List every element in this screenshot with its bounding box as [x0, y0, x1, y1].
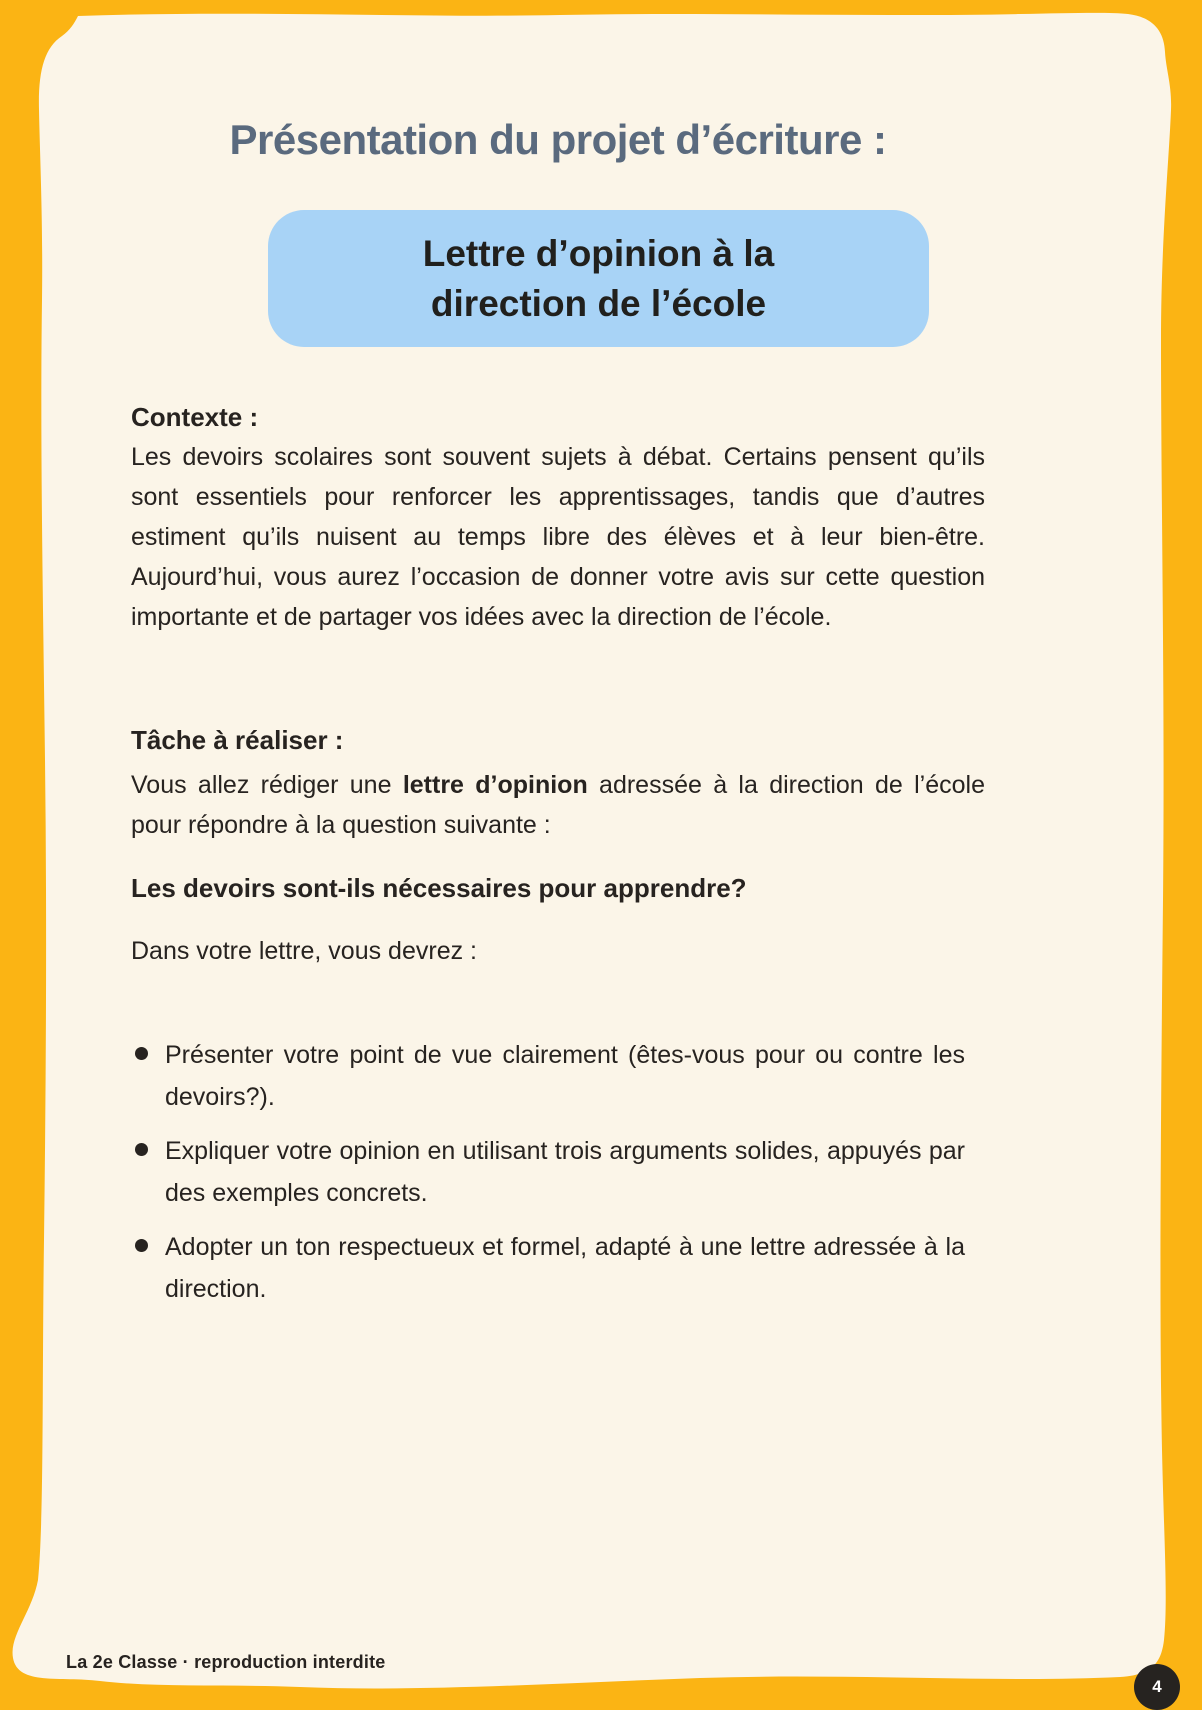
contexte-heading: Contexte :	[131, 402, 259, 432]
instruction-line: Dans votre lettre, vous devrez :	[131, 937, 477, 965]
bullet-icon	[135, 1239, 148, 1252]
list-item-text: Présenter votre point de vue clairement (êtes-vous pour ou contre les devoirs?).	[165, 1041, 965, 1111]
tache-intro-after: adressée à la direction de l’école pour répondre à la question suivante :	[131, 771, 985, 839]
tache-heading: Tâche à réaliser :	[131, 725, 344, 755]
project-banner	[268, 210, 929, 347]
list-item-text: Adopter un ton respectueux et formel, adapté à une lettre adressée à la direction.	[165, 1233, 965, 1303]
list-item	[131, 1034, 965, 1118]
banner-line-1: Lettre d’opinion à la	[422, 232, 775, 274]
tache-intro-before: Vous allez rédiger une	[131, 771, 403, 799]
writing-question: Les devoirs sont-ils nécessaires pour apprendre?	[131, 873, 747, 903]
footer-credit: La 2e Classe · reproduction interdite	[66, 1652, 386, 1672]
list-item	[131, 1226, 965, 1310]
list-item	[131, 1130, 965, 1214]
tache-intro-bold: lettre d’opinion	[402, 771, 588, 799]
banner-line-2: direction de l’école	[430, 282, 767, 324]
list-item-text: Expliquer votre opinion en utilisant trois arguments solides, appuyés par des exemples concrets.	[165, 1137, 965, 1207]
page-number: 4	[1152, 1677, 1162, 1696]
contexte-paragraph: Les devoirs scolaires sont souvent sujets à débat. Certains pensent qu’ils sont essentiels pour renforcer les apprentissages, tandis que d’autres estiment qu’ils nuisent au temps libre des élèves et à leur bien-être. Aujourd’hui, vous aurez l’occasion de donner votre avis sur cette question importante et de partager vos idées avec la direction de l’école.	[131, 443, 985, 631]
bullet-icon	[135, 1143, 148, 1156]
bullet-list	[131, 1034, 969, 1322]
page-number-badge	[1134, 1664, 1180, 1710]
bullet-icon	[135, 1047, 148, 1060]
page-title: Présentation du projet d’écriture :	[229, 116, 887, 163]
tache-paragraph	[131, 765, 985, 845]
